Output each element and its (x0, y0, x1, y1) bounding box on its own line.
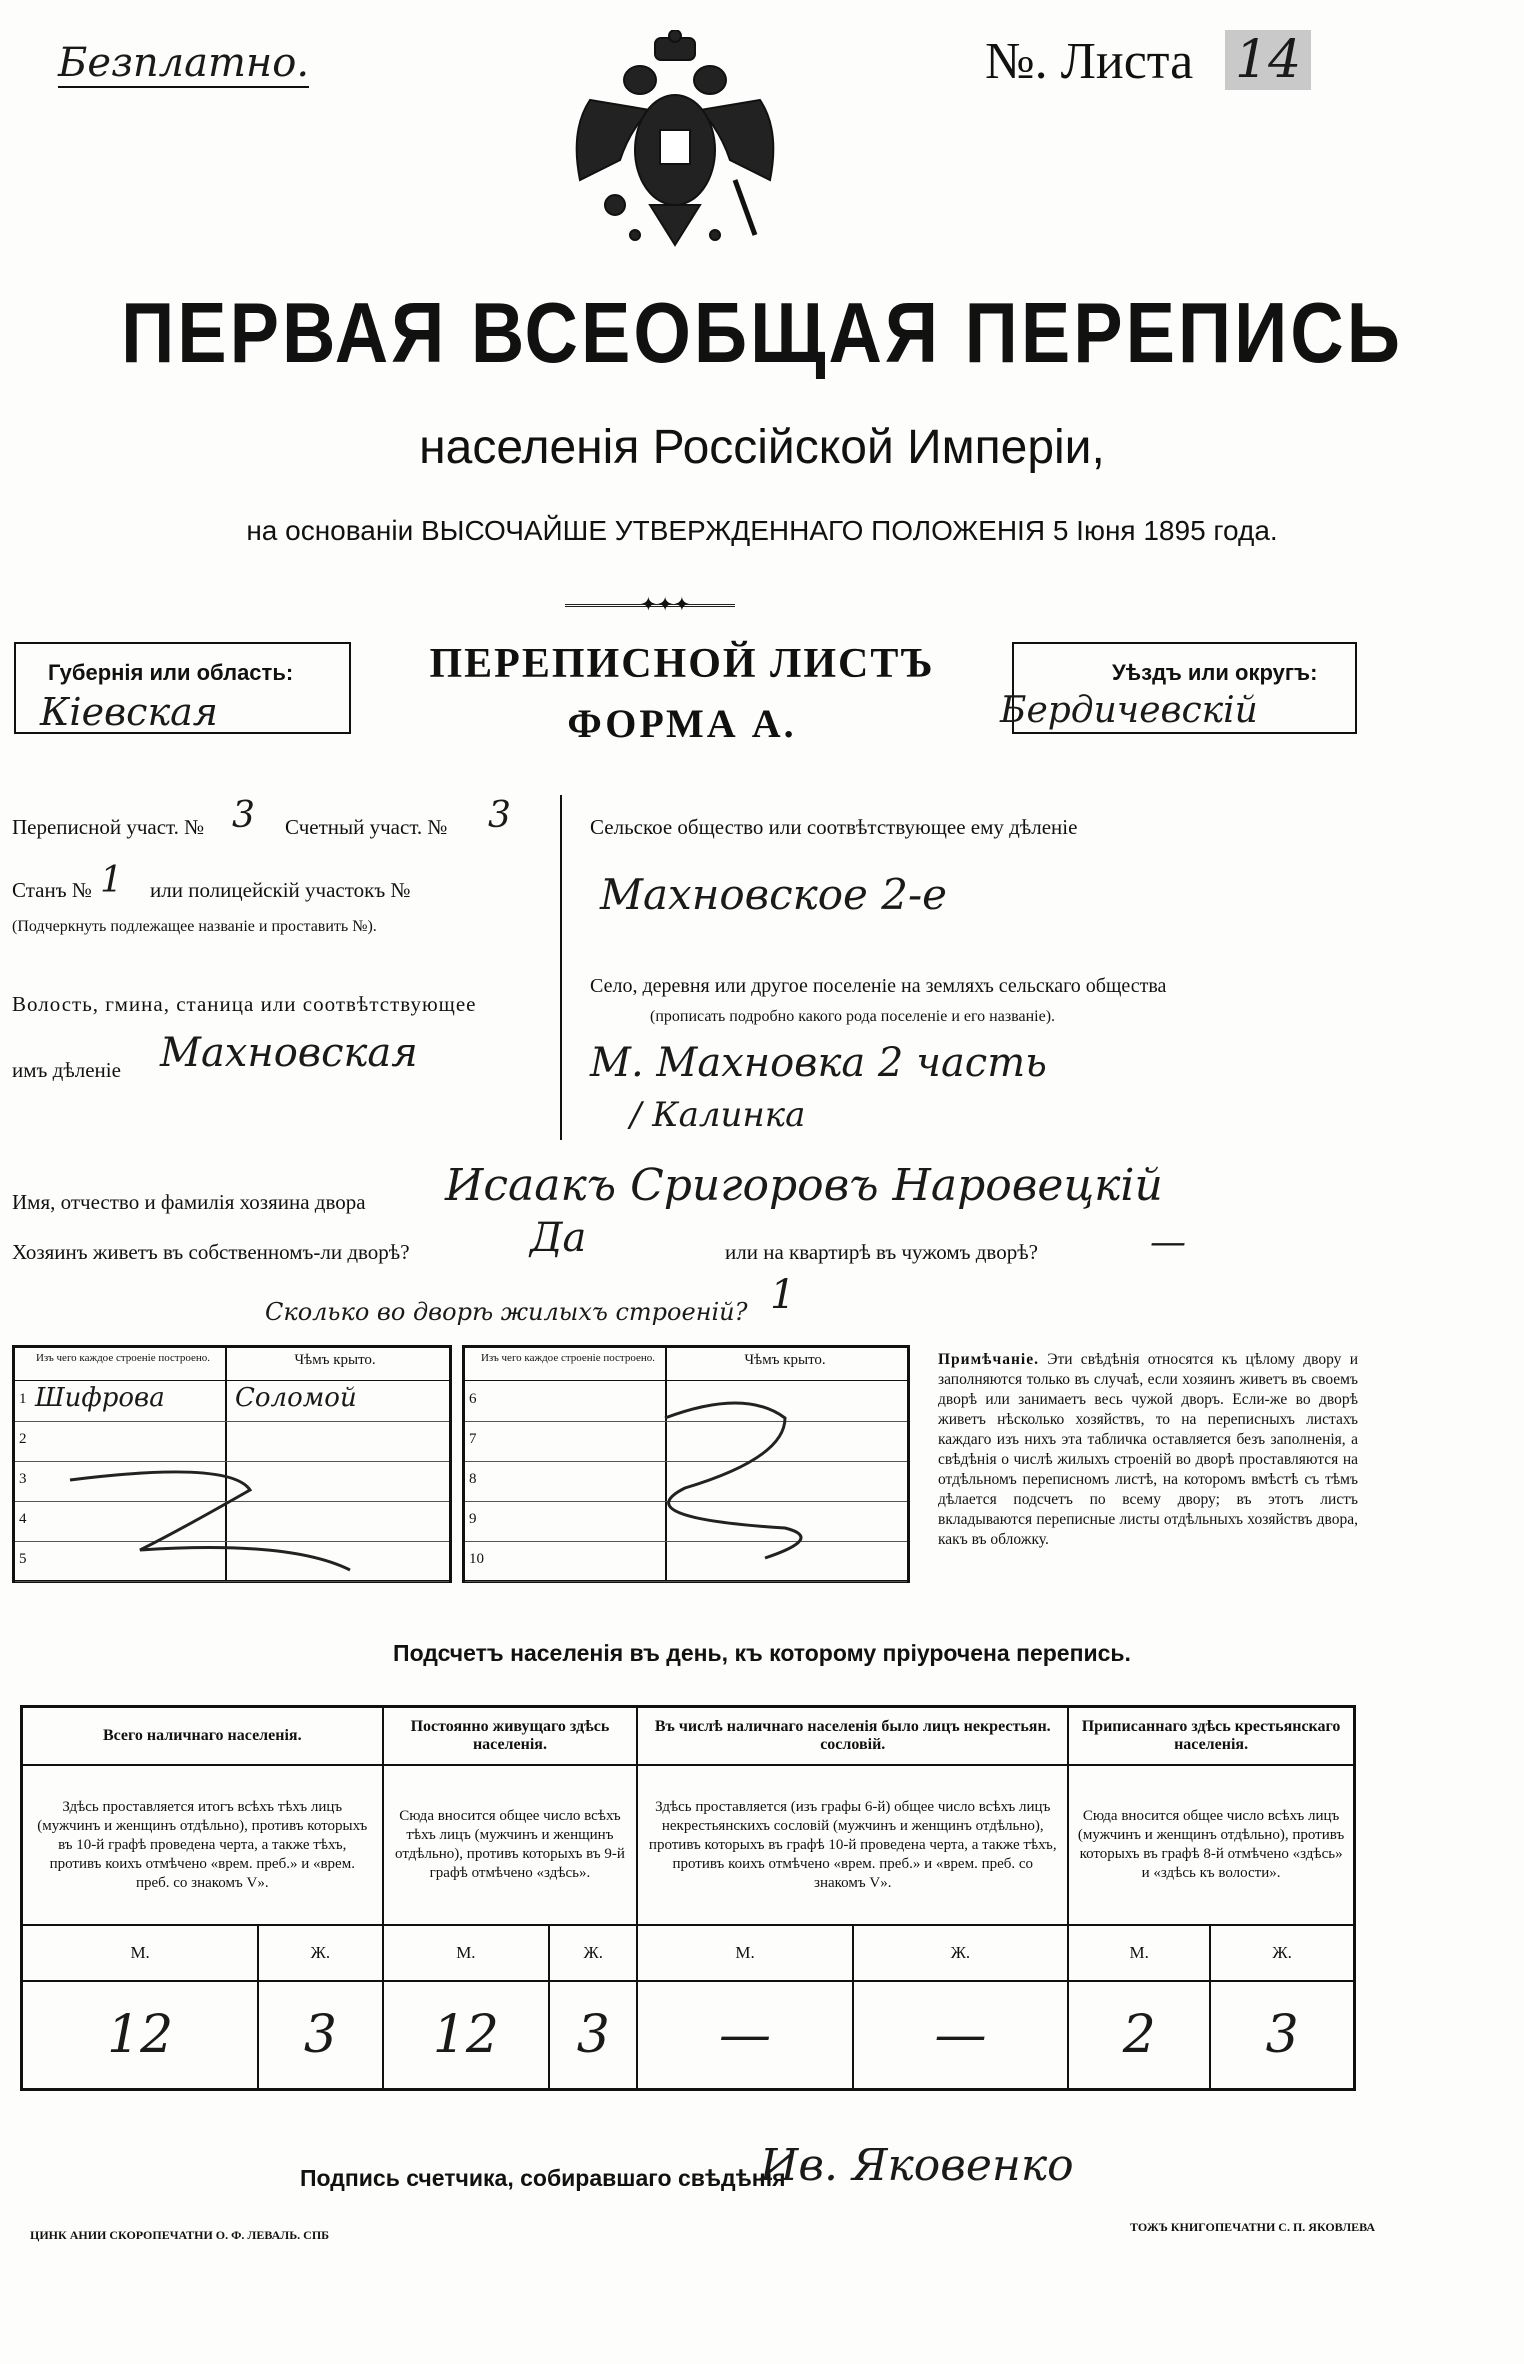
row-material: Шифрова (35, 1383, 165, 1413)
strike-scribble-right (485, 1378, 895, 1578)
imperial-eagle-emblem (560, 30, 790, 260)
female-header: Ж. (853, 1925, 1068, 1981)
selo-label: Село, деревня или другое поселеніе на земляхъ сельскаго общества (590, 975, 1167, 997)
count-column-title: Всего наличнаго населенія. (22, 1707, 383, 1766)
male-header: М. (1068, 1925, 1210, 1981)
volost-label: Волость, гмина, станица или соотвѣтствующее (12, 992, 477, 1016)
census-title: ПЕРВАЯ ВСЕОБЩАЯ ПЕРЕПИСЬ (121, 284, 1403, 381)
female-header: Ж. (549, 1925, 637, 1981)
own-yard-label: Хозяинъ живетъ въ собственномъ-ли дворѣ? (12, 1240, 410, 1264)
row-number: 2 (19, 1431, 27, 1447)
count-column-title: Постоянно живущаго здѣсь населенія. (383, 1707, 638, 1766)
male-header: М. (22, 1925, 259, 1981)
selo-value-2: / Калинка (630, 1095, 806, 1135)
count-column-desc: Здѣсь проставляется итогъ всѣхъ тѣхъ лицъ (мужчинъ и женщинъ отдѣльно), противъ которыхъ въ 10-й графѣ проведена черта, а также тѣхъ, противъ коихъ отмѣчено «врем. преб.» и «врем. преб. со знакомъ V». (22, 1765, 383, 1925)
note-text: Эти свѣдѣнія относятся къ цѣлому двору и заполняются только въ случаѣ, если хозяинъ живетъ въ своемъ дворѣ или занимаетъ весь чужой дворъ. Если-же во дворѣ живетъ нѣсколько хозяйствъ, то на переписныхъ листахъ каждаго изъ нихъ эта табличка оставляется безъ заполненія, а свѣдѣнія о числѣ жилыхъ строеній во дворѣ проставляются на отдѣльномъ переписномъ листѣ, на которомъ вмѣстѣ съ тѣмъ дѣлается подсчетъ по всему двору; въ этотъ листъ вкладываются переписные листы отдѣльныхъ хозяйствъ двора, какъ въ обложку. (938, 1351, 1359, 1548)
own-yard-value: Да (530, 1215, 587, 1261)
printer-left: ЦИНК АНИИ СКОРОПЕЧАТНИ О. Ф. ЛЕВАЛЬ. СПБ (30, 2228, 330, 2242)
stan-value: 1 (100, 860, 123, 901)
count-heading: Подсчетъ населенія въ день, къ которому пріурочена перепись. (393, 1640, 1131, 1666)
row-number: 6 (469, 1391, 477, 1407)
col-material-header: Изъ чего каждое строеніе построено. (35, 1352, 211, 1364)
sheet-number-label: №. Листа (985, 33, 1194, 90)
selo-note: (прописать подробно какого рода поселеніе и его названіе). (650, 1008, 1056, 1025)
owner-name-value: Исаакъ Сригоровъ Наровецкій (445, 1160, 1163, 1211)
selo-value-1: М. Махновка 2 часть (590, 1040, 1047, 1086)
female-header: Ж. (1210, 1925, 1354, 1981)
gubernia-label: Губернія или область: (48, 660, 294, 685)
female-header: Ж. (258, 1925, 382, 1981)
buildings-label: Сколько во дворѣ жилыхъ строеній? (265, 1298, 748, 1326)
male-header: М. (637, 1925, 852, 1981)
row-number: 5 (19, 1551, 27, 1567)
count-column-title: Приписаннаго здѣсь крестьянскаго населенія. (1068, 1707, 1354, 1766)
col-material-header-right: Изъ чего каждое строеніе построено. (480, 1352, 656, 1364)
signature-value: Ив. Яковенко (760, 2140, 1074, 2191)
count-column-desc: Сюда вносится общее число всѣхъ лицъ (мужчинъ и женщинъ отдѣльно), противъ которыхъ въ графѣ 8-й отмѣчено «здѣсь» и «здѣсь къ волости». (1068, 1765, 1354, 1925)
count-column-desc: Сюда вносится общее число всѣхъ тѣхъ лицъ (мужчинъ и женщинъ отдѣльно), противъ которыхъ въ 9-й графѣ отмѣчено «здѣсь». (383, 1765, 638, 1925)
note-title: Примѣчаніе. (938, 1351, 1039, 1368)
sheet-number-value: 14 (1225, 30, 1311, 90)
male-count: 12 (383, 1981, 550, 2090)
row-number: 7 (469, 1431, 477, 1447)
male-count: — (637, 1981, 852, 2090)
row-number: 10 (469, 1551, 484, 1567)
apartment-value: — (1150, 1222, 1186, 1263)
row-number: 8 (469, 1471, 477, 1487)
count-column-desc: Здѣсь проставляется (изъ графы 6-й) общее число всѣхъ лицъ некрестьянскихъ сословій (мужчинъ и женщинъ отдѣльно), противъ которыхъ въ графѣ 10-й проведена черта, а также тѣхъ, противъ коихъ отмѣчено «врем. преб.» и «врем. преб. со знакомъ V». (637, 1765, 1068, 1925)
ornament-mark: ✦✦✦ (640, 594, 691, 616)
census-subtitle: населенія Россійской Имперіи, (419, 421, 1105, 474)
perepisnoy-label: Переписной участ. № (12, 815, 205, 839)
female-count: 3 (258, 1981, 382, 2090)
society-value: Махновское 2-е (600, 870, 947, 919)
note-block (938, 1350, 1358, 1550)
apartment-label: или на квартирѣ въ чужомъ дворѣ? (725, 1240, 1038, 1264)
female-count: — (853, 1981, 1068, 2090)
form-title: ПЕРЕПИСНОЙ ЛИСТЪ (429, 641, 935, 687)
male-header: М. (383, 1925, 550, 1981)
row-roof: Соломой (235, 1383, 357, 1413)
row-number: 4 (19, 1511, 27, 1527)
buildings-table-right (462, 1345, 910, 1583)
male-count: 2 (1068, 1981, 1210, 2090)
uezd-value: Бердичевскій (1000, 690, 1258, 731)
row-number: 9 (469, 1511, 477, 1527)
volost-label-2: имъ дѣленіе (12, 1058, 121, 1082)
signature-label: Подпись счетчика, собиравшаго свѣдѣнія (300, 2165, 786, 2191)
uezd-label: Уѣздъ или округъ: (1112, 660, 1318, 685)
gubernia-value: Кіевская (40, 690, 218, 734)
free-label: Безплатно. (58, 40, 310, 86)
owner-name-label: Имя, отчество и фамилія хозяина двора (12, 1190, 366, 1214)
stan-label: Станъ № (12, 878, 92, 902)
census-basis: на основаніи ВЫСОЧАЙШЕ УТВЕРЖДЕННАГО ПОЛОЖЕНІЯ 5 Іюня 1895 года. (246, 515, 1278, 546)
strike-scribble-left (30, 1420, 450, 1590)
buildings-value: 1 (770, 1272, 796, 1318)
female-count: 3 (1210, 1981, 1354, 2090)
underline-note: (Подчеркнуть подлежащее названіе и проставить №). (12, 918, 377, 935)
schetny-label: Счетный участ. № (285, 815, 448, 839)
count-column-title: Въ числѣ наличнаго населенія было лицъ некрестьян. сословій. (637, 1707, 1068, 1766)
male-count: 12 (22, 1981, 259, 2090)
row-number: 3 (19, 1471, 27, 1487)
count-table (20, 1705, 1356, 2091)
female-count: 3 (549, 1981, 637, 2090)
society-label: Сельское общество или соотвѣтствующее ему дѣленіе (590, 815, 1078, 839)
printer-right: ТОЖЪ КНИГОПЕЧАТНИ С. П. ЯКОВЛЕВА (1130, 2220, 1376, 2234)
buildings-row (15, 1381, 449, 1422)
col-roof-header: Чѣмъ крыто. (294, 1352, 376, 1368)
col-roof-header-right: Чѣмъ крыто. (744, 1352, 826, 1368)
form-subtitle: ФОРМА А. (567, 701, 797, 746)
fields-divider (560, 795, 562, 1140)
police-label: или полицейскій участокъ № (150, 878, 411, 902)
schetny-value: 3 (488, 795, 511, 836)
volost-value: Махновская (160, 1030, 418, 1076)
perepisnoy-value: 3 (232, 795, 255, 836)
row-number: 1 (19, 1391, 27, 1407)
